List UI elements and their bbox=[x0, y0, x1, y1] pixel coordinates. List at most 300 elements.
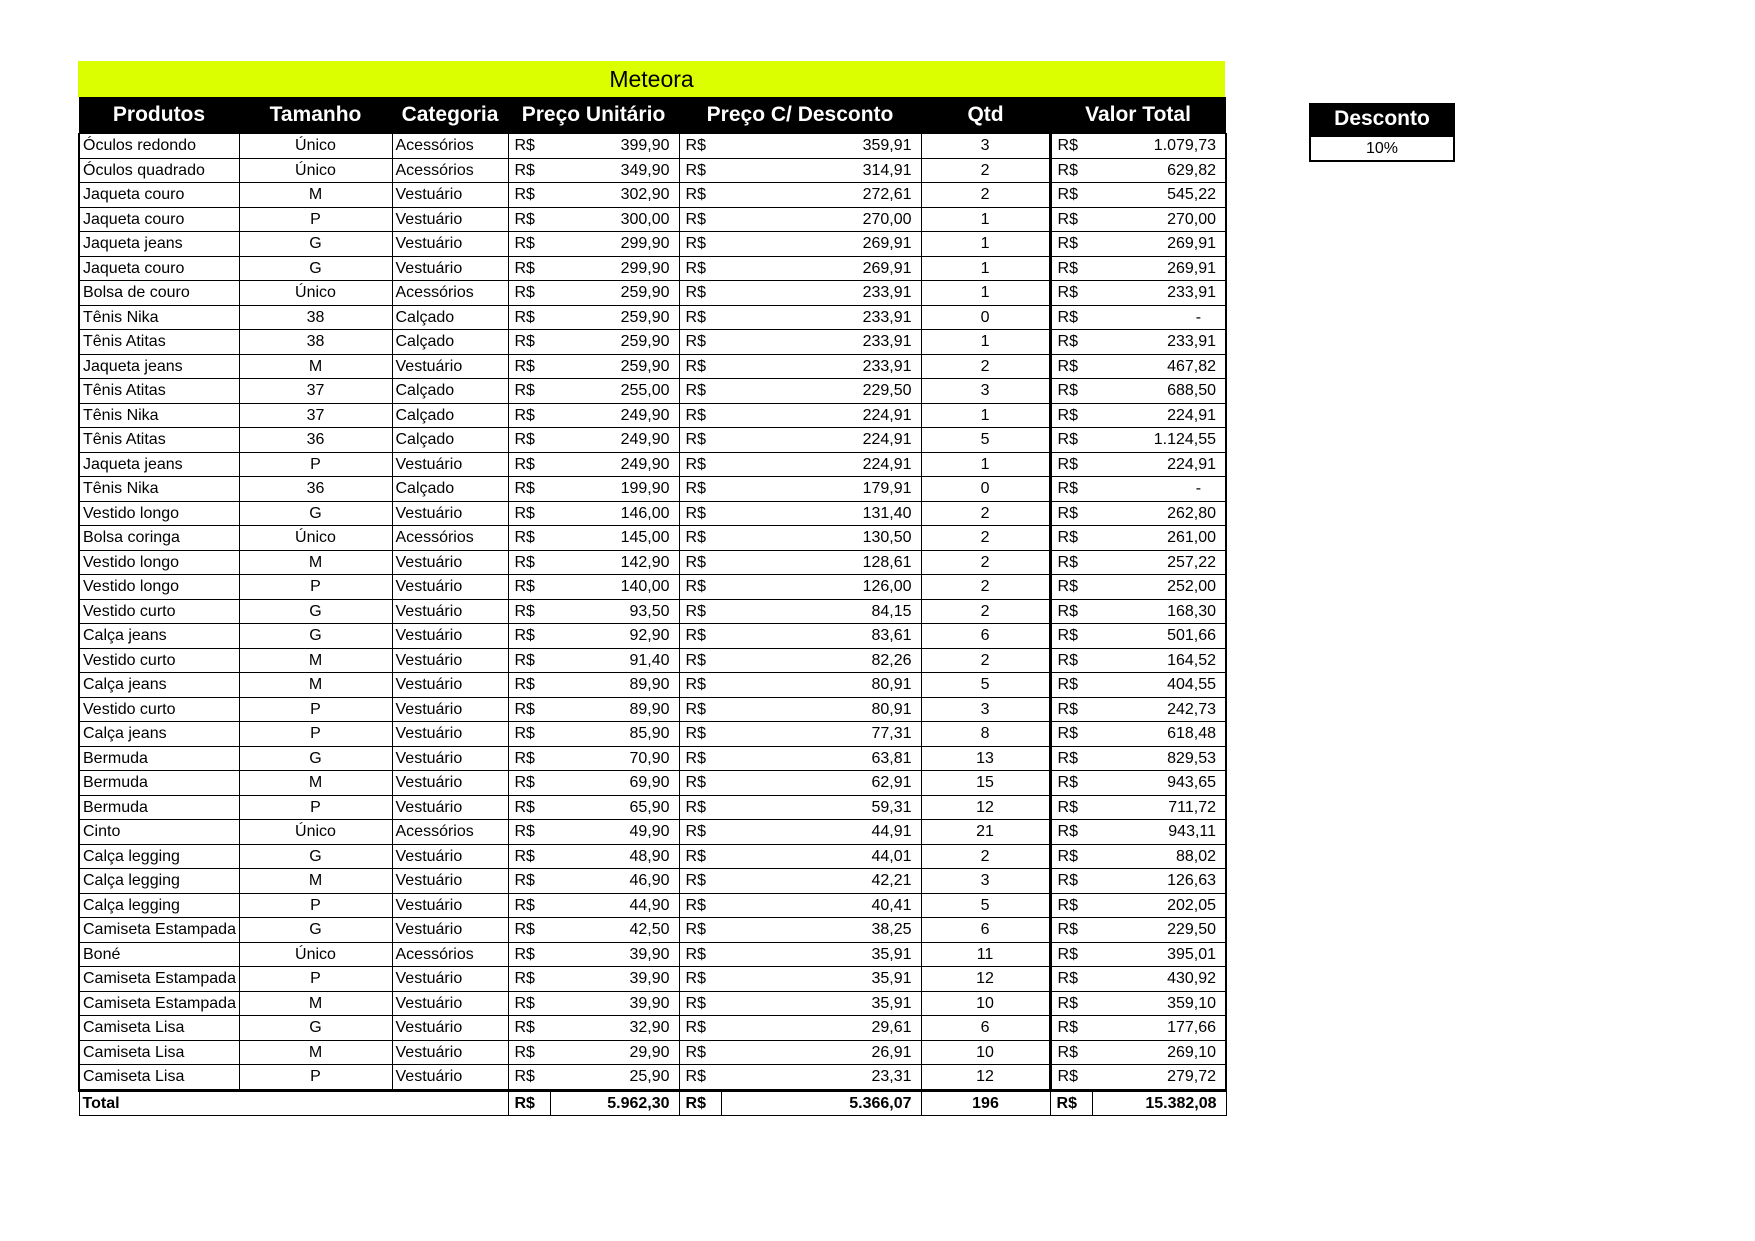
cell-qtd[interactable]: 13 bbox=[921, 746, 1050, 771]
cell-preco-desconto[interactable]: 44,91 bbox=[721, 820, 921, 845]
cell-preco-unitario[interactable]: 142,90 bbox=[550, 550, 679, 575]
cell-valor-total[interactable]: 545,22 bbox=[1092, 183, 1226, 208]
cell-tamanho[interactable]: P bbox=[239, 893, 392, 918]
cell-currency[interactable]: R$ bbox=[679, 477, 721, 502]
cell-currency[interactable]: R$ bbox=[679, 820, 721, 845]
cell-currency[interactable]: R$ bbox=[1050, 232, 1092, 257]
cell-tamanho[interactable]: G bbox=[239, 918, 392, 943]
cell-currency[interactable]: R$ bbox=[508, 330, 550, 355]
cell-valor-total[interactable]: 242,73 bbox=[1092, 697, 1226, 722]
cell-preco-desconto[interactable]: 83,61 bbox=[721, 624, 921, 649]
cell-currency[interactable]: R$ bbox=[508, 722, 550, 747]
cell-produto[interactable]: Calça jeans bbox=[79, 624, 239, 649]
cell-currency[interactable]: R$ bbox=[1050, 673, 1092, 698]
cell-currency[interactable]: R$ bbox=[679, 428, 721, 453]
cell-preco-desconto[interactable]: 269,91 bbox=[721, 232, 921, 257]
cell-preco-unitario[interactable]: 48,90 bbox=[550, 844, 679, 869]
cell-currency[interactable]: R$ bbox=[1050, 526, 1092, 551]
cell-currency[interactable]: R$ bbox=[508, 428, 550, 453]
cell-valor-total[interactable]: 262,80 bbox=[1092, 501, 1226, 526]
cell-preco-desconto[interactable]: 42,21 bbox=[721, 869, 921, 894]
cell-valor-total[interactable]: 269,10 bbox=[1092, 1040, 1226, 1065]
cell-preco-desconto[interactable]: 35,91 bbox=[721, 991, 921, 1016]
cell-currency[interactable]: R$ bbox=[1050, 305, 1092, 330]
cell-currency[interactable]: R$ bbox=[508, 624, 550, 649]
cell-qtd[interactable]: 1 bbox=[921, 281, 1050, 306]
cell-currency[interactable]: R$ bbox=[679, 281, 721, 306]
cell-produto[interactable]: Camiseta Estampada bbox=[79, 991, 239, 1016]
cell-qtd[interactable]: 5 bbox=[921, 673, 1050, 698]
cell-categoria[interactable]: Vestuário bbox=[392, 967, 508, 992]
cell-valor-total[interactable]: 1.079,73 bbox=[1092, 134, 1226, 159]
cell-valor-total[interactable]: 430,92 bbox=[1092, 967, 1226, 992]
cell-categoria[interactable]: Vestuário bbox=[392, 869, 508, 894]
cell-qtd[interactable]: 1 bbox=[921, 256, 1050, 281]
cell-valor-total[interactable]: 618,48 bbox=[1092, 722, 1226, 747]
cell-preco-unitario[interactable]: 259,90 bbox=[550, 354, 679, 379]
cell-preco-desconto[interactable]: 38,25 bbox=[721, 918, 921, 943]
cell-currency[interactable]: R$ bbox=[679, 869, 721, 894]
col-header-preco-desconto[interactable]: Preço C/ Desconto bbox=[679, 97, 921, 134]
cell-tamanho[interactable]: G bbox=[239, 232, 392, 257]
cell-currency[interactable]: R$ bbox=[679, 893, 721, 918]
col-header-qtd[interactable]: Qtd bbox=[921, 97, 1050, 134]
cell-preco-unitario[interactable]: 39,90 bbox=[550, 942, 679, 967]
cell-qtd[interactable]: 21 bbox=[921, 820, 1050, 845]
total-currency[interactable]: R$ bbox=[1050, 1090, 1092, 1115]
cell-categoria[interactable]: Vestuário bbox=[392, 771, 508, 796]
cell-currency[interactable]: R$ bbox=[1050, 918, 1092, 943]
cell-preco-unitario[interactable]: 39,90 bbox=[550, 967, 679, 992]
cell-currency[interactable]: R$ bbox=[679, 330, 721, 355]
cell-preco-unitario[interactable]: 259,90 bbox=[550, 305, 679, 330]
cell-qtd[interactable]: 2 bbox=[921, 526, 1050, 551]
cell-valor-total[interactable]: 711,72 bbox=[1092, 795, 1226, 820]
cell-tamanho[interactable]: M bbox=[239, 550, 392, 575]
cell-preco-desconto[interactable]: 269,91 bbox=[721, 256, 921, 281]
cell-preco-unitario[interactable]: 249,90 bbox=[550, 403, 679, 428]
cell-preco-desconto[interactable]: 314,91 bbox=[721, 158, 921, 183]
cell-preco-unitario[interactable]: 259,90 bbox=[550, 330, 679, 355]
cell-tamanho[interactable]: M bbox=[239, 991, 392, 1016]
cell-tamanho[interactable]: M bbox=[239, 183, 392, 208]
cell-produto[interactable]: Calça legging bbox=[79, 869, 239, 894]
cell-currency[interactable]: R$ bbox=[1050, 648, 1092, 673]
cell-currency[interactable]: R$ bbox=[508, 795, 550, 820]
cell-produto[interactable]: Calça legging bbox=[79, 844, 239, 869]
cell-currency[interactable]: R$ bbox=[1050, 1016, 1092, 1041]
cell-produto[interactable]: Tênis Nika bbox=[79, 305, 239, 330]
cell-preco-unitario[interactable]: 145,00 bbox=[550, 526, 679, 551]
cell-currency[interactable]: R$ bbox=[508, 967, 550, 992]
cell-qtd[interactable]: 2 bbox=[921, 183, 1050, 208]
cell-valor-total[interactable]: 168,30 bbox=[1092, 599, 1226, 624]
cell-currency[interactable]: R$ bbox=[1050, 330, 1092, 355]
total-valor-total[interactable]: 15.382,08 bbox=[1092, 1090, 1226, 1115]
cell-categoria[interactable]: Vestuário bbox=[392, 722, 508, 747]
cell-qtd[interactable]: 3 bbox=[921, 379, 1050, 404]
cell-produto[interactable]: Vestido longo bbox=[79, 550, 239, 575]
cell-categoria[interactable]: Acessórios bbox=[392, 134, 508, 159]
cell-currency[interactable]: R$ bbox=[1050, 550, 1092, 575]
cell-tamanho[interactable]: 38 bbox=[239, 305, 392, 330]
cell-preco-desconto[interactable]: 80,91 bbox=[721, 697, 921, 722]
cell-tamanho[interactable]: M bbox=[239, 648, 392, 673]
cell-categoria[interactable]: Vestuário bbox=[392, 1040, 508, 1065]
cell-produto[interactable]: Cinto bbox=[79, 820, 239, 845]
cell-currency[interactable]: R$ bbox=[679, 158, 721, 183]
cell-currency[interactable]: R$ bbox=[508, 991, 550, 1016]
cell-categoria[interactable]: Calçado bbox=[392, 379, 508, 404]
cell-categoria[interactable]: Calçado bbox=[392, 477, 508, 502]
total-preco-desconto[interactable]: 5.366,07 bbox=[721, 1090, 921, 1115]
cell-currency[interactable]: R$ bbox=[508, 771, 550, 796]
cell-produto[interactable]: Óculos quadrado bbox=[79, 158, 239, 183]
cell-tamanho[interactable]: Único bbox=[239, 281, 392, 306]
cell-preco-desconto[interactable]: 128,61 bbox=[721, 550, 921, 575]
cell-categoria[interactable]: Acessórios bbox=[392, 281, 508, 306]
cell-qtd[interactable]: 1 bbox=[921, 232, 1050, 257]
cell-valor-total[interactable]: 395,01 bbox=[1092, 942, 1226, 967]
cell-preco-unitario[interactable]: 85,90 bbox=[550, 722, 679, 747]
cell-qtd[interactable]: 1 bbox=[921, 330, 1050, 355]
cell-currency[interactable]: R$ bbox=[508, 134, 550, 159]
cell-currency[interactable]: R$ bbox=[1050, 967, 1092, 992]
cell-produto[interactable]: Bermuda bbox=[79, 795, 239, 820]
cell-tamanho[interactable]: G bbox=[239, 624, 392, 649]
cell-preco-desconto[interactable]: 359,91 bbox=[721, 134, 921, 159]
cell-currency[interactable]: R$ bbox=[679, 1040, 721, 1065]
cell-produto[interactable]: Vestido curto bbox=[79, 648, 239, 673]
cell-tamanho[interactable]: P bbox=[239, 967, 392, 992]
cell-currency[interactable]: R$ bbox=[1050, 991, 1092, 1016]
cell-preco-desconto[interactable]: 131,40 bbox=[721, 501, 921, 526]
cell-preco-unitario[interactable]: 349,90 bbox=[550, 158, 679, 183]
cell-preco-unitario[interactable]: 302,90 bbox=[550, 183, 679, 208]
cell-categoria[interactable]: Vestuário bbox=[392, 918, 508, 943]
cell-produto[interactable]: Tênis Atitas bbox=[79, 330, 239, 355]
cell-currency[interactable]: R$ bbox=[679, 183, 721, 208]
cell-qtd[interactable]: 10 bbox=[921, 1040, 1050, 1065]
cell-currency[interactable]: R$ bbox=[679, 379, 721, 404]
cell-qtd[interactable]: 6 bbox=[921, 918, 1050, 943]
cell-preco-unitario[interactable]: 140,00 bbox=[550, 575, 679, 600]
col-header-valor-total[interactable]: Valor Total bbox=[1050, 97, 1226, 134]
cell-currency[interactable]: R$ bbox=[1050, 624, 1092, 649]
cell-currency[interactable]: R$ bbox=[1050, 575, 1092, 600]
cell-currency[interactable]: R$ bbox=[1050, 795, 1092, 820]
cell-produto[interactable]: Camiseta Estampada bbox=[79, 967, 239, 992]
cell-preco-unitario[interactable]: 44,90 bbox=[550, 893, 679, 918]
cell-currency[interactable]: R$ bbox=[508, 256, 550, 281]
cell-currency[interactable]: R$ bbox=[508, 869, 550, 894]
cell-categoria[interactable]: Acessórios bbox=[392, 526, 508, 551]
cell-categoria[interactable]: Acessórios bbox=[392, 942, 508, 967]
cell-currency[interactable]: R$ bbox=[508, 501, 550, 526]
cell-valor-total[interactable]: 943,11 bbox=[1092, 820, 1226, 845]
cell-currency[interactable]: R$ bbox=[679, 207, 721, 232]
cell-tamanho[interactable]: P bbox=[239, 575, 392, 600]
cell-preco-desconto[interactable]: 62,91 bbox=[721, 771, 921, 796]
cell-valor-total[interactable]: 202,05 bbox=[1092, 893, 1226, 918]
cell-produto[interactable]: Óculos redondo bbox=[79, 134, 239, 159]
cell-categoria[interactable]: Calçado bbox=[392, 428, 508, 453]
cell-preco-unitario[interactable]: 39,90 bbox=[550, 991, 679, 1016]
cell-currency[interactable]: R$ bbox=[508, 305, 550, 330]
cell-tamanho[interactable]: G bbox=[239, 256, 392, 281]
cell-produto[interactable]: Bermuda bbox=[79, 771, 239, 796]
col-header-produtos[interactable]: Produtos bbox=[79, 97, 239, 134]
cell-currency[interactable]: R$ bbox=[508, 354, 550, 379]
sheet-title[interactable]: Meteora bbox=[78, 61, 1225, 97]
cell-categoria[interactable]: Vestuário bbox=[392, 991, 508, 1016]
cell-currency[interactable]: R$ bbox=[1050, 1065, 1092, 1091]
cell-currency[interactable]: R$ bbox=[1050, 844, 1092, 869]
total-preco-unitario[interactable]: 5.962,30 bbox=[550, 1090, 679, 1115]
cell-produto[interactable]: Calça legging bbox=[79, 893, 239, 918]
cell-currency[interactable]: R$ bbox=[508, 1065, 550, 1091]
cell-currency[interactable]: R$ bbox=[508, 893, 550, 918]
cell-currency[interactable]: R$ bbox=[508, 648, 550, 673]
cell-preco-unitario[interactable]: 249,90 bbox=[550, 428, 679, 453]
cell-produto[interactable]: Camiseta Estampada bbox=[79, 918, 239, 943]
cell-currency[interactable]: R$ bbox=[508, 452, 550, 477]
cell-produto[interactable]: Jaqueta jeans bbox=[79, 452, 239, 477]
cell-preco-desconto[interactable]: 229,50 bbox=[721, 379, 921, 404]
cell-valor-total[interactable]: 1.124,55 bbox=[1092, 428, 1226, 453]
cell-produto[interactable]: Vestido longo bbox=[79, 575, 239, 600]
cell-qtd[interactable]: 11 bbox=[921, 942, 1050, 967]
cell-currency[interactable]: R$ bbox=[1050, 354, 1092, 379]
cell-currency[interactable]: R$ bbox=[679, 722, 721, 747]
cell-qtd[interactable]: 12 bbox=[921, 967, 1050, 992]
cell-currency[interactable]: R$ bbox=[679, 305, 721, 330]
cell-produto[interactable]: Tênis Nika bbox=[79, 403, 239, 428]
cell-currency[interactable]: R$ bbox=[679, 550, 721, 575]
cell-tamanho[interactable]: Único bbox=[239, 942, 392, 967]
total-empty-cell[interactable] bbox=[239, 1090, 392, 1115]
cell-qtd[interactable]: 2 bbox=[921, 648, 1050, 673]
cell-currency[interactable]: R$ bbox=[508, 820, 550, 845]
cell-qtd[interactable]: 0 bbox=[921, 305, 1050, 330]
cell-produto[interactable]: Bermuda bbox=[79, 746, 239, 771]
cell-preco-unitario[interactable]: 69,90 bbox=[550, 771, 679, 796]
cell-valor-total[interactable]: 224,91 bbox=[1092, 452, 1226, 477]
total-currency[interactable]: R$ bbox=[508, 1090, 550, 1115]
cell-currency[interactable]: R$ bbox=[508, 697, 550, 722]
cell-categoria[interactable]: Vestuário bbox=[392, 501, 508, 526]
cell-preco-unitario[interactable]: 29,90 bbox=[550, 1040, 679, 1065]
cell-currency[interactable]: R$ bbox=[1050, 722, 1092, 747]
cell-produto[interactable]: Vestido longo bbox=[79, 501, 239, 526]
cell-categoria[interactable]: Acessórios bbox=[392, 820, 508, 845]
cell-preco-unitario[interactable]: 42,50 bbox=[550, 918, 679, 943]
cell-qtd[interactable]: 3 bbox=[921, 697, 1050, 722]
cell-currency[interactable]: R$ bbox=[679, 624, 721, 649]
cell-currency[interactable]: R$ bbox=[679, 795, 721, 820]
cell-qtd[interactable]: 3 bbox=[921, 134, 1050, 159]
cell-qtd[interactable]: 3 bbox=[921, 869, 1050, 894]
cell-preco-desconto[interactable]: 23,31 bbox=[721, 1065, 921, 1091]
cell-currency[interactable]: R$ bbox=[679, 967, 721, 992]
cell-produto[interactable]: Jaqueta jeans bbox=[79, 232, 239, 257]
cell-tamanho[interactable]: Único bbox=[239, 158, 392, 183]
cell-produto[interactable]: Jaqueta couro bbox=[79, 207, 239, 232]
cell-tamanho[interactable]: G bbox=[239, 501, 392, 526]
cell-tamanho[interactable]: G bbox=[239, 746, 392, 771]
cell-currency[interactable]: R$ bbox=[1050, 501, 1092, 526]
cell-tamanho[interactable]: P bbox=[239, 207, 392, 232]
cell-categoria[interactable]: Vestuário bbox=[392, 207, 508, 232]
cell-currency[interactable]: R$ bbox=[1050, 820, 1092, 845]
cell-currency[interactable]: R$ bbox=[508, 844, 550, 869]
cell-qtd[interactable]: 2 bbox=[921, 599, 1050, 624]
cell-categoria[interactable]: Calçado bbox=[392, 305, 508, 330]
cell-categoria[interactable]: Vestuário bbox=[392, 232, 508, 257]
cell-currency[interactable]: R$ bbox=[508, 207, 550, 232]
cell-preco-desconto[interactable]: 82,26 bbox=[721, 648, 921, 673]
cell-preco-unitario[interactable]: 199,90 bbox=[550, 477, 679, 502]
cell-preco-unitario[interactable]: 300,00 bbox=[550, 207, 679, 232]
cell-valor-total[interactable]: - bbox=[1092, 305, 1226, 330]
cell-tamanho[interactable]: G bbox=[239, 844, 392, 869]
cell-categoria[interactable]: Calçado bbox=[392, 403, 508, 428]
cell-currency[interactable]: R$ bbox=[1050, 599, 1092, 624]
cell-currency[interactable]: R$ bbox=[1050, 1040, 1092, 1065]
cell-qtd[interactable]: 0 bbox=[921, 477, 1050, 502]
cell-preco-desconto[interactable]: 233,91 bbox=[721, 354, 921, 379]
cell-qtd[interactable]: 2 bbox=[921, 354, 1050, 379]
cell-qtd[interactable]: 2 bbox=[921, 501, 1050, 526]
cell-currency[interactable]: R$ bbox=[508, 918, 550, 943]
cell-currency[interactable]: R$ bbox=[679, 918, 721, 943]
cell-qtd[interactable]: 6 bbox=[921, 624, 1050, 649]
cell-preco-unitario[interactable]: 93,50 bbox=[550, 599, 679, 624]
cell-preco-unitario[interactable]: 299,90 bbox=[550, 232, 679, 257]
cell-tamanho[interactable]: 37 bbox=[239, 379, 392, 404]
cell-qtd[interactable]: 15 bbox=[921, 771, 1050, 796]
cell-categoria[interactable]: Vestuário bbox=[392, 550, 508, 575]
cell-produto[interactable]: Jaqueta jeans bbox=[79, 354, 239, 379]
cell-currency[interactable]: R$ bbox=[1050, 183, 1092, 208]
cell-currency[interactable]: R$ bbox=[1050, 746, 1092, 771]
cell-tamanho[interactable]: G bbox=[239, 1016, 392, 1041]
cell-valor-total[interactable]: 177,66 bbox=[1092, 1016, 1226, 1041]
cell-currency[interactable]: R$ bbox=[508, 183, 550, 208]
cell-qtd[interactable]: 10 bbox=[921, 991, 1050, 1016]
cell-qtd[interactable]: 8 bbox=[921, 722, 1050, 747]
total-currency[interactable]: R$ bbox=[679, 1090, 721, 1115]
cell-preco-unitario[interactable]: 32,90 bbox=[550, 1016, 679, 1041]
cell-preco-desconto[interactable]: 26,91 bbox=[721, 1040, 921, 1065]
cell-currency[interactable]: R$ bbox=[1050, 869, 1092, 894]
cell-currency[interactable]: R$ bbox=[1050, 477, 1092, 502]
cell-valor-total[interactable]: 270,00 bbox=[1092, 207, 1226, 232]
cell-categoria[interactable]: Vestuário bbox=[392, 844, 508, 869]
cell-currency[interactable]: R$ bbox=[1050, 428, 1092, 453]
col-header-tamanho[interactable]: Tamanho bbox=[239, 97, 392, 134]
cell-preco-desconto[interactable]: 126,00 bbox=[721, 575, 921, 600]
cell-valor-total[interactable]: 467,82 bbox=[1092, 354, 1226, 379]
cell-currency[interactable]: R$ bbox=[508, 526, 550, 551]
cell-currency[interactable]: R$ bbox=[679, 746, 721, 771]
cell-categoria[interactable]: Vestuário bbox=[392, 599, 508, 624]
cell-preco-desconto[interactable]: 35,91 bbox=[721, 967, 921, 992]
cell-currency[interactable]: R$ bbox=[679, 526, 721, 551]
cell-qtd[interactable]: 2 bbox=[921, 844, 1050, 869]
cell-categoria[interactable]: Vestuário bbox=[392, 697, 508, 722]
cell-valor-total[interactable]: 501,66 bbox=[1092, 624, 1226, 649]
cell-currency[interactable]: R$ bbox=[508, 403, 550, 428]
cell-preco-unitario[interactable]: 299,90 bbox=[550, 256, 679, 281]
cell-currency[interactable]: R$ bbox=[508, 575, 550, 600]
cell-tamanho[interactable]: 36 bbox=[239, 477, 392, 502]
cell-tamanho[interactable]: P bbox=[239, 795, 392, 820]
cell-preco-unitario[interactable]: 25,90 bbox=[550, 1065, 679, 1091]
cell-qtd[interactable]: 1 bbox=[921, 452, 1050, 477]
cell-produto[interactable]: Calça jeans bbox=[79, 673, 239, 698]
cell-produto[interactable]: Jaqueta couro bbox=[79, 183, 239, 208]
cell-valor-total[interactable]: 261,00 bbox=[1092, 526, 1226, 551]
cell-preco-desconto[interactable]: 272,61 bbox=[721, 183, 921, 208]
cell-categoria[interactable]: Acessórios bbox=[392, 158, 508, 183]
cell-currency[interactable]: R$ bbox=[679, 354, 721, 379]
cell-produto[interactable]: Jaqueta couro bbox=[79, 256, 239, 281]
cell-currency[interactable]: R$ bbox=[1050, 893, 1092, 918]
cell-currency[interactable]: R$ bbox=[1050, 134, 1092, 159]
cell-tamanho[interactable]: P bbox=[239, 697, 392, 722]
cell-preco-desconto[interactable]: 84,15 bbox=[721, 599, 921, 624]
cell-preco-unitario[interactable]: 89,90 bbox=[550, 673, 679, 698]
cell-currency[interactable]: R$ bbox=[679, 991, 721, 1016]
cell-preco-unitario[interactable]: 70,90 bbox=[550, 746, 679, 771]
cell-currency[interactable]: R$ bbox=[679, 844, 721, 869]
cell-preco-desconto[interactable]: 59,31 bbox=[721, 795, 921, 820]
cell-tamanho[interactable]: Único bbox=[239, 820, 392, 845]
cell-valor-total[interactable]: 229,50 bbox=[1092, 918, 1226, 943]
cell-currency[interactable]: R$ bbox=[1050, 942, 1092, 967]
cell-produto[interactable]: Tênis Atitas bbox=[79, 428, 239, 453]
discount-header[interactable]: Desconto bbox=[1309, 103, 1455, 135]
cell-produto[interactable]: Vestido curto bbox=[79, 697, 239, 722]
cell-qtd[interactable]: 2 bbox=[921, 550, 1050, 575]
cell-currency[interactable]: R$ bbox=[508, 379, 550, 404]
cell-qtd[interactable]: 1 bbox=[921, 403, 1050, 428]
cell-valor-total[interactable]: 224,91 bbox=[1092, 403, 1226, 428]
cell-tamanho[interactable]: P bbox=[239, 452, 392, 477]
cell-categoria[interactable]: Vestuário bbox=[392, 795, 508, 820]
cell-currency[interactable]: R$ bbox=[679, 1065, 721, 1091]
cell-currency[interactable]: R$ bbox=[1050, 771, 1092, 796]
cell-preco-unitario[interactable]: 255,00 bbox=[550, 379, 679, 404]
cell-currency[interactable]: R$ bbox=[1050, 403, 1092, 428]
total-qtd[interactable]: 196 bbox=[921, 1090, 1050, 1115]
cell-categoria[interactable]: Calçado bbox=[392, 330, 508, 355]
cell-preco-desconto[interactable]: 130,50 bbox=[721, 526, 921, 551]
cell-valor-total[interactable]: 269,91 bbox=[1092, 256, 1226, 281]
cell-valor-total[interactable]: 279,72 bbox=[1092, 1065, 1226, 1091]
total-label[interactable]: Total bbox=[79, 1090, 239, 1115]
cell-currency[interactable]: R$ bbox=[508, 477, 550, 502]
cell-currency[interactable]: R$ bbox=[679, 232, 721, 257]
cell-tamanho[interactable]: 37 bbox=[239, 403, 392, 428]
cell-tamanho[interactable]: Único bbox=[239, 526, 392, 551]
cell-preco-unitario[interactable]: 146,00 bbox=[550, 501, 679, 526]
cell-currency[interactable]: R$ bbox=[508, 232, 550, 257]
cell-currency[interactable]: R$ bbox=[1050, 281, 1092, 306]
cell-categoria[interactable]: Vestuário bbox=[392, 746, 508, 771]
cell-valor-total[interactable]: 269,91 bbox=[1092, 232, 1226, 257]
